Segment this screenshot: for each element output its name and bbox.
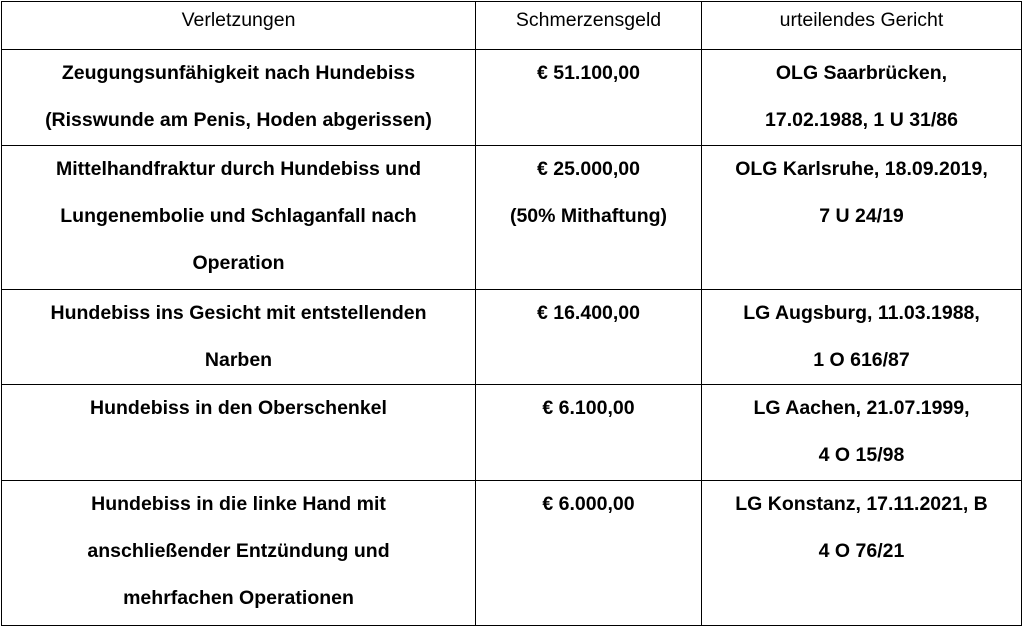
cell-line: Hundebiss ins Gesicht mit entstellenden (50, 302, 427, 324)
cell-line: € 6.100,00 (542, 397, 635, 419)
table-row (2, 50, 1022, 146)
cell-line: OLG Saarbrücken, (775, 62, 948, 84)
cell-compensation (476, 50, 702, 146)
cell-line: LG Konstanz, 17.11.2021, B (735, 493, 988, 515)
cell-line: LG Aachen, 21.07.1999, (753, 397, 970, 419)
cell-court (702, 50, 1022, 146)
table-row (2, 385, 1022, 481)
cell-line: (Risswunde am Penis, Hoden abgerissen) (45, 109, 432, 131)
table-row (2, 290, 1022, 385)
cell-line: Lungenembolie und Schlaganfall nach (60, 205, 417, 227)
cell-line: € 51.100,00 (536, 62, 640, 84)
cell-injury (2, 481, 476, 626)
cell-line: mehrfachen Operationen (123, 587, 354, 609)
cell-injury (2, 385, 476, 481)
cell-court (702, 290, 1022, 385)
cell-line: 4 O 15/98 (818, 444, 905, 466)
table-row (2, 146, 1022, 290)
cell-compensation (476, 481, 702, 626)
cell-line: Mittelhandfraktur durch Hundebiss und (55, 158, 422, 180)
cell-line: Zeugungsunfähigkeit nach Hundebiss (61, 62, 416, 84)
cell-injury (2, 146, 476, 290)
cell-line: Hundebiss in die linke Hand mit (91, 493, 386, 515)
cell-line: LG Augsburg, 11.03.1988, (743, 302, 980, 324)
cell-line: (50% Mithaftung) (509, 205, 668, 227)
header-court: urteilendes Gericht (702, 2, 1022, 50)
cell-injury (2, 290, 476, 385)
cell-line: Hundebiss in den Oberschenkel (90, 397, 387, 419)
cell-line: 1 O 616/87 (813, 349, 910, 371)
cell-line: Operation (192, 252, 285, 274)
compensation-table (1, 1, 1022, 626)
header-injury: Verletzungen (2, 2, 476, 50)
cell-line: 7 U 24/19 (819, 205, 904, 227)
cell-line: anschließender Entzündung und (87, 540, 390, 562)
cell-court (702, 481, 1022, 626)
header-compensation: Schmerzensgeld (476, 2, 702, 50)
cell-line: € 16.400,00 (536, 302, 640, 324)
cell-line: OLG Karlsruhe, 18.09.2019, (735, 158, 988, 180)
cell-line: Narben (204, 349, 273, 371)
cell-line: 17.02.1988, 1 U 31/86 (765, 109, 958, 131)
cell-compensation (476, 290, 702, 385)
cell-compensation (476, 146, 702, 290)
cell-line: 4 O 76/21 (818, 540, 905, 562)
cell-court (702, 146, 1022, 290)
cell-court (702, 385, 1022, 481)
table-row (2, 481, 1022, 626)
cell-line: € 6.000,00 (542, 493, 635, 515)
cell-injury (2, 50, 476, 146)
cell-compensation (476, 385, 702, 481)
table-header-row (2, 2, 1022, 50)
cell-line: € 25.000,00 (536, 158, 640, 180)
